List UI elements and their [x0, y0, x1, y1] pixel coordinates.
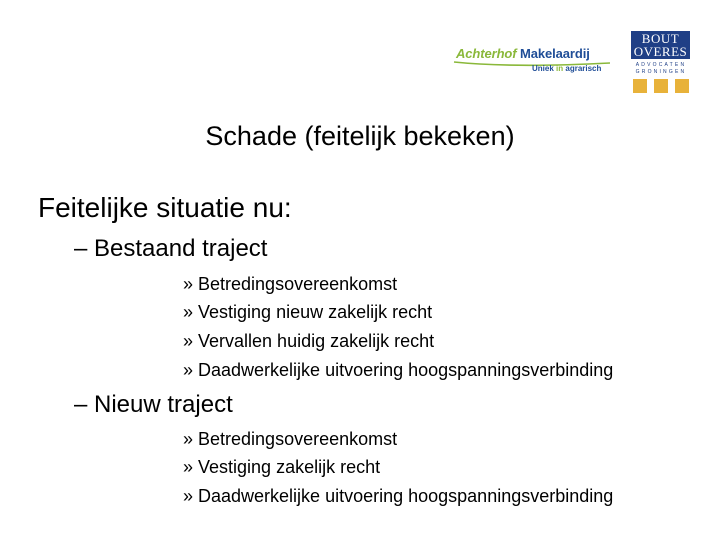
logo-square-icon [633, 79, 647, 93]
achterhof-tagline-part3: agrarisch [565, 64, 602, 73]
achterhof-logo-word1: Achterhof [456, 46, 517, 61]
bout-overes-logo-sub1: ADVOCATEN [635, 62, 687, 68]
slide-heading: Feitelijke situatie nu: [38, 192, 292, 223]
list-item: » Betredingsovereenkomst [183, 274, 398, 294]
achterhof-logo-name [456, 46, 590, 61]
list-item: » Daadwerkelijke uitvoering hoogspanningsverbinding [183, 486, 614, 506]
list-item: » Betredingsovereenkomst [183, 429, 398, 449]
achterhof-tagline-part2: in [556, 64, 564, 73]
achterhof-makelaardij-logo [452, 44, 622, 78]
bout-overes-logo [631, 31, 692, 93]
list-item: » Vervallen huidig zakelijk recht [183, 331, 435, 351]
list-item: » Vestiging nieuw zakelijk recht [183, 302, 433, 322]
bout-overes-logo-sub2: GRONINGEN [635, 69, 687, 75]
achterhof-tagline-part1: Uniek [532, 64, 554, 73]
logo-square-icon [675, 79, 689, 93]
achterhof-logo-tagline [532, 64, 601, 73]
bout-overes-logo-box [631, 31, 690, 59]
section-label-nieuw-traject: – Nieuw traject [74, 391, 233, 418]
list-item: » Vestiging zakelijk recht [183, 457, 381, 477]
bout-overes-logo-line2: OVERES [633, 44, 688, 59]
list-item: » Daadwerkelijke uitvoering hoogspanningsverbinding [183, 360, 614, 380]
achterhof-logo-word2: Makelaardij [520, 46, 590, 61]
bout-overes-logo-line1: BOUT [641, 31, 680, 46]
slide-title: Schade (feitelijk bekeken) [205, 121, 515, 151]
logo-square-icon [654, 79, 668, 93]
section-label-bestaand-traject: – Bestaand traject [74, 235, 268, 262]
